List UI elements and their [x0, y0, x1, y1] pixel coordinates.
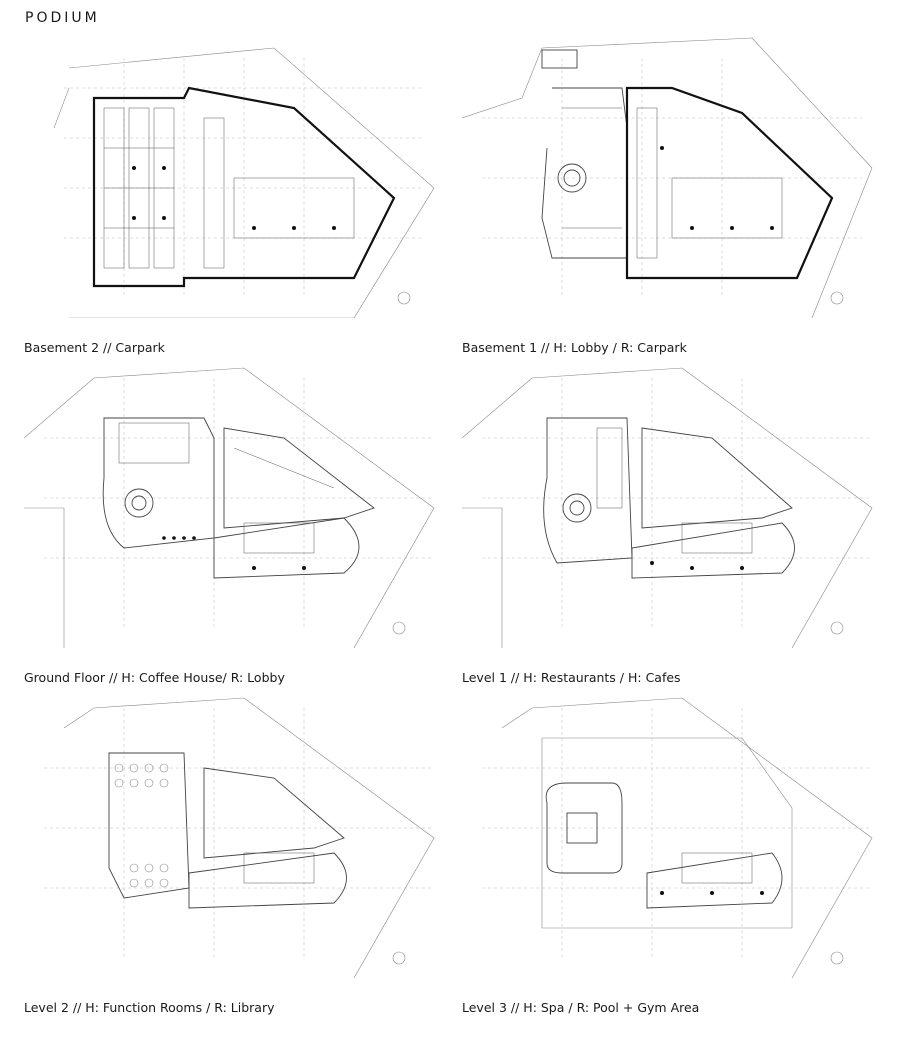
floor-plan-drawing-level-2 — [24, 688, 444, 978]
floor-plan-drawing-basement-2 — [24, 28, 444, 318]
floor-plan-drawing-level-3 — [462, 688, 882, 978]
floor-plan-panel-basement-2 — [24, 28, 444, 358]
panel-caption: Level 3 // H: Spa / R: Pool + Gym Area — [462, 1000, 700, 1015]
page-title: PODIUM — [25, 10, 100, 26]
floor-plan-drawing-level-1 — [462, 358, 882, 648]
panel-caption: Level 1 // H: Restaurants / H: Cafes — [462, 670, 681, 685]
floor-plan-drawing-basement-1 — [462, 28, 882, 318]
panel-caption: Basement 1 // H: Lobby / R: Carpark — [462, 340, 687, 355]
panel-caption: Level 2 // H: Function Rooms / R: Library — [24, 1000, 275, 1015]
floor-plan-panel-ground-floor — [24, 358, 444, 688]
panel-caption: Basement 2 // Carpark — [24, 340, 165, 355]
floor-plan-panel-level-2 — [24, 688, 444, 1018]
floor-plan-panel-level-1 — [462, 358, 882, 688]
floor-plan-panel-level-3 — [462, 688, 882, 1018]
floor-plan-panel-basement-1 — [462, 28, 882, 358]
floor-plan-drawing-ground-floor — [24, 358, 444, 648]
panel-caption: Ground Floor // H: Coffee House/ R: Lobby — [24, 670, 285, 685]
